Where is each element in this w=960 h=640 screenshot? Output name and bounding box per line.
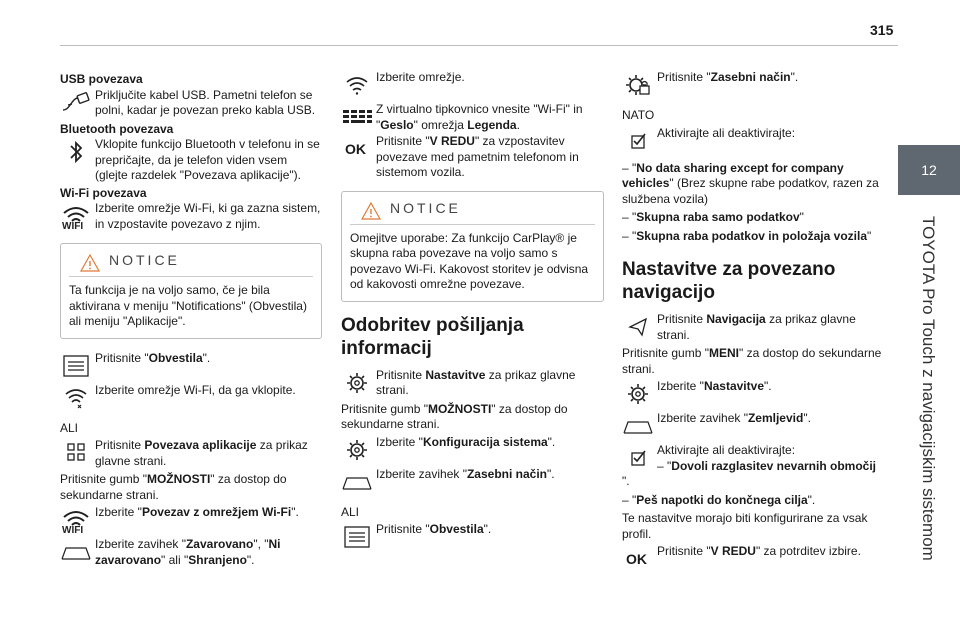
text: " za dostop do sekundarne strani. <box>622 346 882 376</box>
gear-icon <box>341 370 373 398</box>
text-bold: V REDU <box>710 544 756 558</box>
section-title-sharing: Odobritev pošiljanja informacij <box>341 314 524 359</box>
tab-icon <box>60 539 92 567</box>
text: za prikaz glavne strani. <box>95 438 308 468</box>
header-rule <box>60 45 898 46</box>
text-bold: No data sharing except for company vehicles <box>622 160 844 190</box>
text-bold: MOŽNOSTI <box>427 401 492 416</box>
step-navigation <box>622 312 884 344</box>
step-nav-settings <box>622 379 884 411</box>
text-bold: Zasebni način <box>710 70 791 84</box>
text-bold: Konfiguracija sistema <box>422 434 548 449</box>
text: ", " <box>253 537 269 551</box>
usb-row <box>60 88 322 120</box>
column-3 <box>622 70 884 576</box>
text: Pritisnite " <box>376 134 430 148</box>
step-system-config <box>341 435 604 467</box>
wifi-row <box>60 201 322 233</box>
notice-title: NOTICE <box>390 199 461 216</box>
svg-text:WIFI: WIFI <box>62 221 84 229</box>
ok-button-icon: OK <box>626 551 647 567</box>
notice-header <box>69 250 313 277</box>
notifications-list-icon <box>60 353 92 381</box>
wifi-icon <box>60 507 92 535</box>
notice-title: NOTICE <box>109 252 180 268</box>
bluetooth-text: Vklopite funkcijo Bluetooth v telefonu in se prepričajte, da je telefon viden vsem (glejte razdelek "Povezava aplikacije"). <box>95 137 320 182</box>
text-bold: MOŽNOSTI <box>146 472 211 486</box>
text-bold: Skupna raba samo podatkov <box>636 210 800 224</box>
text: – " <box>657 458 672 473</box>
usb-text: Priključite kabel USB. Pametni telefon se polni, kadar je povezan preko kabla USB. <box>95 87 316 117</box>
text: " <box>799 210 804 224</box>
text: ". <box>246 552 255 567</box>
text: Pritisnite <box>657 312 707 326</box>
option-data-only <box>622 210 884 226</box>
text: . <box>516 117 520 132</box>
bluetooth-heading: Bluetooth povezava <box>60 121 174 136</box>
text: " za dostop do sekundarne strani. <box>341 401 568 431</box>
text-bold: Obvestila <box>429 522 484 536</box>
text-bold: Zavarovano <box>185 537 254 551</box>
apps-grid-icon <box>60 440 92 468</box>
step-obvestila <box>60 351 322 383</box>
text-bold: Legenda <box>467 117 517 132</box>
text-bold: Nastavitve <box>425 367 486 382</box>
text: ". <box>622 474 630 488</box>
privacy-gear-icon <box>622 72 654 100</box>
text-bold: Nastavitve <box>703 379 764 393</box>
keyboard-icon <box>341 104 373 132</box>
option-danger-zones-cont <box>622 474 884 490</box>
wifi-icon <box>60 203 92 231</box>
text: Pritisnite " <box>95 350 149 365</box>
notice-box-1 <box>60 243 322 339</box>
step-menu <box>622 346 884 377</box>
bluetooth-icon <box>60 139 92 167</box>
wifi-icon <box>341 72 373 100</box>
text: " za dostop do sekundarne strani. <box>60 472 287 502</box>
option-walking <box>622 493 884 509</box>
text: Pritisnite <box>95 438 145 452</box>
text: Pritisnite " <box>657 70 711 84</box>
text: Pritisnite <box>376 367 426 382</box>
step-keyboard <box>341 102 604 134</box>
nato-label: NATO <box>622 108 655 122</box>
step-text: Izberite omrežje. <box>376 70 465 84</box>
ok-button-icon: OK <box>345 141 366 157</box>
step-text: Izberite omrežje Wi-Fi, da ga vklopite. <box>95 382 296 397</box>
text: ". <box>291 505 299 519</box>
checkbox-icon <box>622 445 654 473</box>
text: ". <box>764 379 772 393</box>
ali-label: ALI <box>60 420 79 435</box>
notice-box-2 <box>341 191 604 302</box>
text: Izberite zavihek " <box>657 411 748 425</box>
option-data-position <box>622 229 884 245</box>
warning-triangle-icon <box>79 253 101 273</box>
text: – " <box>622 492 637 507</box>
text: – " <box>622 228 637 243</box>
step-private-mode <box>622 70 884 102</box>
text: ". <box>547 434 556 449</box>
text-bold: Ni zavarovano <box>95 537 281 567</box>
step-options <box>341 402 604 433</box>
step-privacy-tab <box>341 467 604 499</box>
text: ". <box>790 70 799 84</box>
gear-icon <box>622 381 654 409</box>
step-obvestila <box>341 522 604 554</box>
step-text: Aktivirajte ali deaktivirajte: <box>657 125 796 140</box>
ali-label: ALI <box>341 504 360 519</box>
text-bold: Navigacija <box>706 312 766 326</box>
step-activate <box>622 126 884 158</box>
text: Izberite zavihek " <box>376 466 467 481</box>
text: ". <box>202 350 211 365</box>
text-bold: Geslo <box>380 117 414 132</box>
page-number: 315 <box>870 22 894 38</box>
text-bold: Dovoli razglasitev nevarnih območij <box>671 458 877 473</box>
text: Z virtualno tipkovnico vnesite "Wi-Fi" in " <box>376 102 583 132</box>
svg-text:WIFI: WIFI <box>62 525 84 533</box>
step-wifi-connection <box>60 505 322 537</box>
step-select-network <box>341 70 604 102</box>
column-1 <box>60 70 322 569</box>
step-tab <box>60 537 322 569</box>
notifications-list-icon <box>341 524 373 552</box>
step-ok <box>341 134 604 181</box>
text-bold: Zasebni način <box>466 466 547 481</box>
text: ". <box>803 411 811 425</box>
step-confirm <box>622 544 884 576</box>
usb-cable-icon <box>60 90 92 118</box>
text: " za vzpostavitev povezave med pametnim telefonom in sistemom vozila. <box>376 134 579 179</box>
text-bold: Skupna raba podatkov in položaja vozila <box>636 228 867 243</box>
text: Pritisnite gumb " <box>60 472 147 486</box>
text: Pritisnite gumb " <box>622 346 709 360</box>
warning-triangle-icon <box>360 201 382 221</box>
option-no-sharing <box>622 161 884 208</box>
step-apps <box>60 438 322 470</box>
text: " ali " <box>161 552 189 567</box>
step-options <box>60 472 322 503</box>
text: " (Brez skupne rabe podatkov, razen za službena vozila) <box>622 176 879 206</box>
notice-text: Omejitve uporabe: Za funkcijo CarPlay® je skupna raba povezave na voljo samo s povezavo Wi-Fi. Kakovost storitev je odvisna od kakovosti omrežne povezave. <box>350 230 589 291</box>
text: " omrežja <box>413 117 468 132</box>
usb-heading: USB povezava <box>60 72 143 86</box>
text: Izberite " <box>95 505 142 519</box>
checkbox-icon <box>622 128 654 156</box>
navigation-arrow-icon <box>622 314 654 342</box>
wifi-text: Izberite omrežje Wi-Fi, ki ga zazna sistem, in vzpostavite povezavo z njim. <box>95 201 321 231</box>
text-bold: V REDU <box>429 134 475 148</box>
text-bold: Peš napotki do končnega cilja <box>636 492 808 507</box>
wifi-settings-icon <box>60 385 92 413</box>
text-bold: MENI <box>708 346 739 360</box>
text: Pritisnite " <box>376 522 430 536</box>
text-bold: Shranjeno <box>188 552 247 567</box>
bluetooth-row <box>60 137 322 184</box>
tab-icon <box>341 469 373 497</box>
text-bold: Zemljevid <box>747 411 804 425</box>
text: Izberite zavihek " <box>95 537 186 551</box>
tab-icon <box>622 413 654 441</box>
text: ". <box>547 466 555 481</box>
text-bold: Obvestila <box>148 350 203 365</box>
profile-note: Te nastavitve morajo biti konfigurirane za vsak profil. <box>622 511 868 541</box>
text: ". <box>807 492 816 507</box>
step-settings <box>341 368 604 400</box>
gear-icon <box>341 437 373 465</box>
notice-header <box>350 198 595 225</box>
text: " <box>867 228 872 243</box>
wifi-heading: Wi-Fi povezava <box>60 185 147 200</box>
step-map-tab <box>622 411 884 443</box>
text-bold: Povezav z omrežjem Wi-Fi <box>141 505 292 519</box>
chapter-title: TOYOTA Pro Touch z navigacijskim sistemom <box>919 216 938 561</box>
notice-text: Ta funkcija je na voljo samo, če je bila aktivirana v meniju "Notifications" (Obvestila) ali meniju "Aplikacije". <box>69 283 307 328</box>
text: Pritisnite gumb " <box>341 401 428 416</box>
step-nav-activate <box>622 443 884 474</box>
text: Izberite " <box>376 434 423 449</box>
text: za prikaz glavne strani. <box>376 367 576 397</box>
text-bold: Povezava aplikacije <box>144 438 257 452</box>
text: – " <box>622 210 637 224</box>
text: za prikaz glavne strani. <box>657 312 856 342</box>
step-text: Aktivirajte ali deaktivirajte: <box>657 443 796 457</box>
text: – " <box>622 160 637 175</box>
chapter-tab: 12 <box>898 145 960 195</box>
text: Izberite " <box>657 379 704 393</box>
text: ". <box>483 522 492 536</box>
chapter-title-container <box>912 180 952 620</box>
step-select-wifi <box>60 383 322 415</box>
text: " za potrditev izbire. <box>755 544 861 558</box>
column-2 <box>341 70 604 554</box>
text: Pritisnite " <box>657 544 711 558</box>
section-title-navigation: Nastavitve za povezano navigacijo <box>622 259 836 303</box>
